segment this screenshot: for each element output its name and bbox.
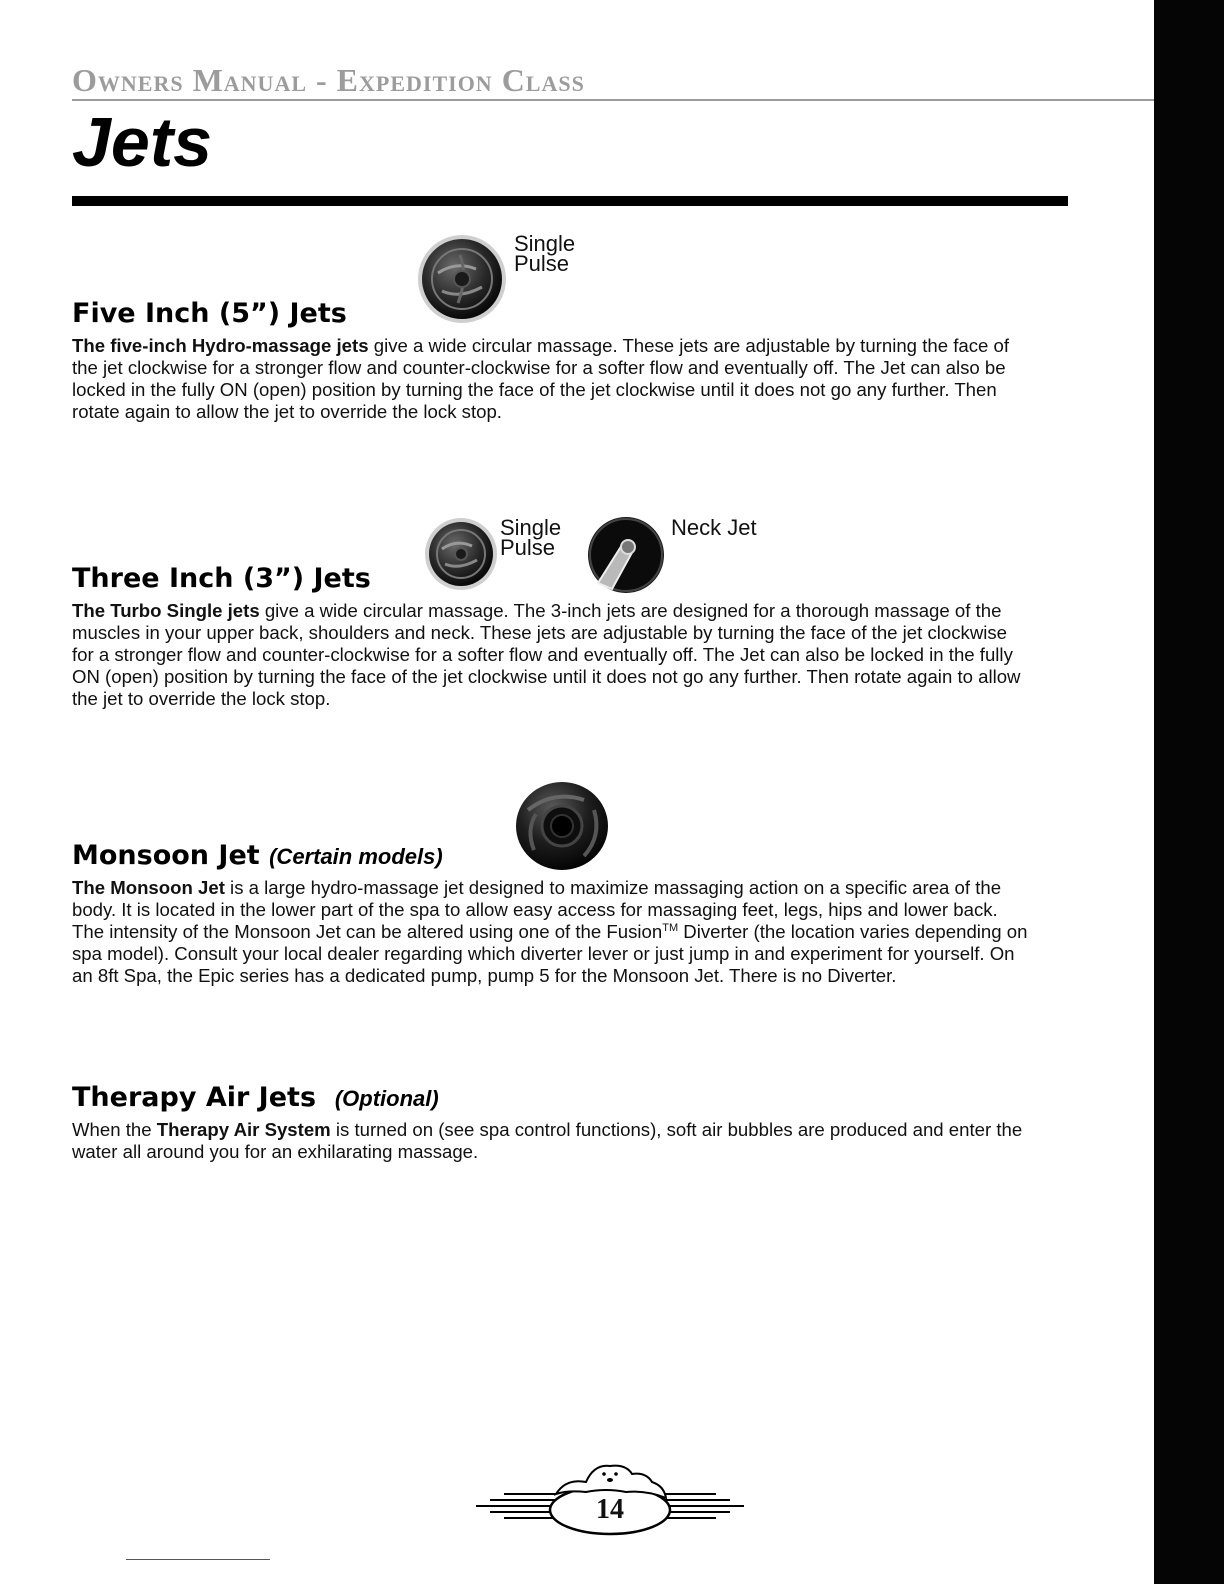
three-inch-label-line2: Pulse — [500, 535, 556, 560]
five-inch-paragraph — [72, 335, 1032, 423]
three-inch-label-line1: Single — [500, 515, 562, 540]
five-inch-label-line1: Single — [514, 231, 576, 256]
title-rule — [72, 196, 1068, 206]
page-edge-bar — [1154, 0, 1224, 1584]
three-inch-body: give a wide circular massage. The 3-inch jets are designed for a thorough massage of the muscles in your upper back, shoulders and neck. These jets are adjustable by turning the face of the jet clockwise for a stronger flow and counter-clockwise for a softer flow and eventually off. The Jet can also be locked in the fully ON (open) position by turning the face of the jet clockwise until it does not go any further. Then rotate again to allow the jet to override the lock stop. — [72, 600, 1021, 709]
monsoon-lead: The Monsoon Jet — [72, 877, 225, 898]
neck-jet-label: Neck Jet — [671, 515, 757, 540]
therapy-air-body: is turned on (see spa control functions), soft air bubbles are produced and enter the water all around you for an exhilarating massage. — [72, 1119, 1023, 1162]
therapy-air-intro: When the — [72, 1119, 157, 1140]
page-title: Jets — [72, 103, 213, 181]
section-five-inch — [72, 298, 1032, 423]
page-number: 14 — [596, 1494, 624, 1525]
section-monsoon — [72, 840, 1032, 987]
monsoon-body-2: Diverter (the location varies depending on spa model). Consult your local dealer regarding which diverter lever or just jump in and experiment for yourself. On an 8ft Spa, the Epic series has a dedicated pump, pump 5 for the Monsoon Jet. There is no Diverter. — [72, 921, 1028, 986]
manual-title: Owners Manual - Expedition Class — [72, 62, 585, 98]
therapy-air-heading-text: Therapy Air Jets — [72, 1082, 317, 1113]
five-inch-label-line2: Pulse — [514, 251, 570, 276]
therapy-air-paragraph — [72, 1119, 1032, 1163]
header-divider — [72, 99, 1154, 101]
monsoon-paragraph — [72, 877, 1032, 987]
section-therapy-air — [72, 1082, 1032, 1163]
three-inch-paragraph — [72, 600, 1032, 710]
section-three-inch — [72, 563, 1032, 710]
three-inch-lead: The Turbo Single jets — [72, 600, 260, 621]
therapy-air-heading — [72, 1082, 1032, 1113]
three-inch-heading: Three Inch (3”) Jets — [72, 563, 371, 594]
monsoon-subheading: (Certain models) — [269, 844, 443, 869]
five-inch-body: give a wide circular massage. These jets are adjustable by turning the face of the jet clockwise for a stronger flow and counter-clockwise for a softer flow and eventually off. The Jet can also be locked in the fully ON (open) position by turning the face of the jet clockwise until it does not go any further. Then rotate again to allow the jet to override the lock stop. — [72, 335, 1010, 422]
monsoon-body-1: is a large hydro-massage jet designed to maximize massaging action on a specific area of the body. It is located in the lower part of the spa to allow easy access for massaging feet, legs, hips and lower back. The intensity of the Monsoon Jet can be altered using one of the Fusion — [72, 877, 1002, 942]
monsoon-heading-text: Monsoon Jet — [72, 840, 260, 871]
therapy-air-subheading: (Optional) — [334, 1086, 439, 1111]
five-inch-lead: The five-inch Hydro-massage jets — [72, 335, 369, 356]
monsoon-heading — [72, 840, 1032, 871]
footer-link-underline — [126, 1559, 270, 1560]
trademark-mark: TM — [662, 921, 679, 934]
five-inch-heading: Five Inch (5”) Jets — [72, 298, 347, 329]
therapy-air-lead: Therapy Air System — [156, 1119, 331, 1140]
